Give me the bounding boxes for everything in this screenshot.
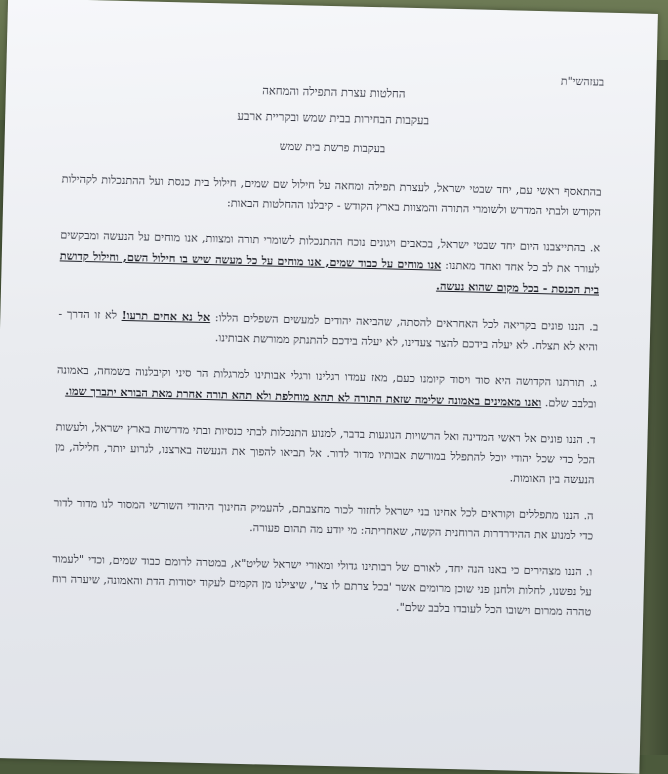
- resolution-e: ה. הננו מתפללים וקוראים לכל אחינו בני ישראל לחזור לכור מחצבתם, להעמיק החינוך היהודי השורשי המסור לנו מדור לדור כדי למנוע את ההידרדרות הרוחנית הקשה, שאחריתה: מי יודע מה תהום פעורה.: [53, 496, 594, 543]
- header-mark: בעזהשי"ת: [560, 74, 605, 89]
- document-title: החלטות עצרת התפילה והמחאה: [262, 83, 406, 101]
- document-body: [51, 59, 604, 622]
- resolution-b-text: ב. הננו פונים בקריאה לכל האחראים להסתה, שהביאה יהודים למעשים השפלים הללו:: [214, 311, 599, 334]
- resolution-a-emphasis: אנו מוחים על כבוד שמים, אנו מוחים על כל מעשה שיש בו חילול השם, וחילול קדושת בית הכנסת - בכל מקום שהוא נעשה.: [59, 248, 600, 297]
- resolution-d: ד. הננו פונים אל ראשי המדינה ואל הרשויות הנוגעות בדבר, למנוע התנכלות לבתי כנסיות ובתי מדרשות בארץ ישראל, ולעשות הכל כדי שכל יהודי יוכל להתפלל במורשת אבותיו מדור לדור. אל תביאו להפוך את הנעשה בארצנו, לגרוע יותר, חלילה, מן הנעשה בין האומות.: [54, 420, 596, 487]
- resolution-a-text: א. בהתייצבנו היום יחד שבטי ישראל, בכאבים ויגונים נוכח ההתנכלות לשומרי תורה ומצוות, אנו מוחים על הנעשה ומבקשים לעורר את לב כל אחד ואחד מאתנו:: [60, 228, 601, 276]
- resolution-b: [58, 303, 599, 357]
- document-subtitle: בעקבות פרשת בית שמש: [279, 139, 386, 156]
- resolution-f: ו. הננו מצהירים כי באנו הנה יחד, לאורם של רבותינו גדולי ומאורי ישראל שליט"א, במטרה לרומם כבוד שמים, וכדי "לעמוד על נפשנו, לחלות ולחנן פני שוכן מרומים אשר 'בכל צרתם לו צר', שיצילנו מן הקמים לעקוד יסודות הדת והאמונה, שיערה רוח טהרה ממרום וישובו הכל לעובדו בלבב שלם".: [51, 552, 593, 619]
- resolution-b-tail: לא זו הדרך - והיא לא תצלח. לא יעלה בידכם להצר צעדינו, לא יעלה בידכם להתנתק ממורשת אבותינו.: [58, 307, 598, 354]
- resolution-c-text: ג. תורתנו הקדושה היא סוד ויסוד קיומנו כעם, מאז עמדו רגלינו ורגלי אבותינו למרגלות הר סיני וקיבלנוה בשמחה, באמונה ובלבב שלם.: [56, 363, 598, 411]
- document-title-line2: בעקבות הבחירות בבית שמש ובקריית ארבע: [237, 108, 430, 128]
- resolution-c-emphasis: ואנו מאמינים באמונה שלימה שזאת התורה לא תהא מוחלפת ולא תהא תורה אחרת מאת הבורא יתברך שמו.: [65, 383, 542, 410]
- resolution-c: [56, 360, 597, 414]
- resolution-a: [59, 225, 600, 300]
- resolution-b-emphasis: אל נא אחים תרעו!: [121, 307, 211, 325]
- intro-paragraph: בהתאסף ראשי עם, יחד שבטי ישראל, לעצרת תפילה ומחאה על חילול שם שמים, חילול בית כנסת ועל ההתנכלות לקהילות הקודש ולבתי המדרש ולשומרי התורה והמצוות בארץ הקודש - קיבלנו ההחלטות הבאות:: [61, 172, 602, 219]
